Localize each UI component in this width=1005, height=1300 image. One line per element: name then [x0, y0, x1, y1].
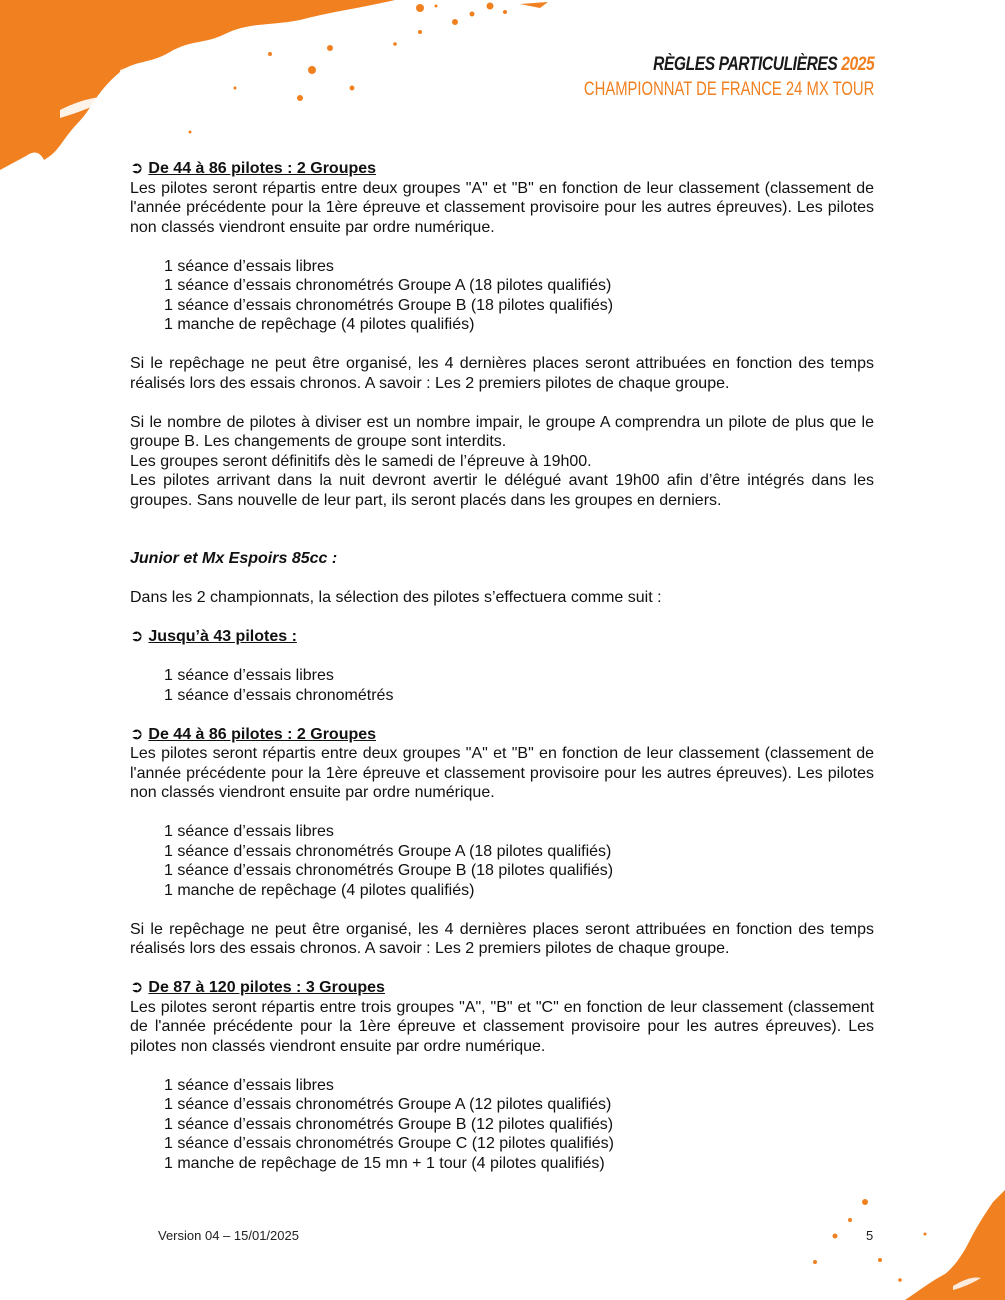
arrow-right-icon: ➲ [130, 160, 144, 177]
section-heading [130, 725, 874, 745]
list-item: 1 manche de repêchage de 15 mn + 1 tour (4 pilotes qualifiés) [164, 1154, 605, 1172]
paragraph: Si le repêchage ne peut être organisé, les 4 dernières places seront attribuées en fonction des temps réalisés lors des essais chronos. A savoir : Les 2 premiers pilotes de chaque groupe. [130, 920, 874, 957]
session-list [130, 666, 874, 705]
section-heading [130, 627, 874, 647]
version-label: Version 04 – 15/01/2025 [158, 1228, 299, 1243]
section-heading-text: Jusqu’à 43 pilotes : [148, 628, 297, 645]
paragraph: Les pilotes seront répartis entre deux groupes "A" et "B" en fonction de leur classement (classement de l'année précédente pour la 1ère épreuve et classement provisoire pour les autres épreuves). Les pilotes non classés viendront ensuite par ordre numérique. [130, 179, 874, 236]
section-heading-text: De 44 à 86 pilotes : 2 Groupes [148, 725, 377, 743]
arrow-right-icon: ➲ [130, 979, 144, 996]
list-item: 1 séance d’essais libres [164, 667, 334, 684]
list-item: 1 séance d’essais chronométrés Groupe A (18 pilotes qualifiés) [164, 277, 612, 294]
document-title [569, 52, 874, 78]
paragraph: Les pilotes seront répartis entre trois groupes "A", "B" et "C" en fonction de leur classement (classement de l'année précédente pour la 1ère épreuve et classement provisoire pour les autres épreuves). Les pilotes non classés viendront ensuite par ordre numérique. [130, 998, 874, 1055]
list-item: 1 séance d’essais chronométrés Groupe A (18 pilotes qualifiés) [164, 842, 612, 860]
list-item: 1 séance d’essais chronométrés Groupe B (12 pilotes qualifiés) [164, 1115, 614, 1133]
category-title: Junior et Mx Espoirs 85cc : [130, 550, 338, 567]
session-list [130, 822, 874, 900]
list-item: 1 séance d’essais chronométrés Groupe B (18 pilotes qualifiés) [164, 862, 614, 879]
title-year: 2025 [840, 54, 874, 75]
list-item: 1 séance d’essais libres [164, 1076, 334, 1094]
orange-splash-decoration [0, 0, 570, 175]
paragraph: Les groupes seront définitifs dès le samedi de l’épreuve à 19h00. [130, 452, 592, 470]
list-item: 1 manche de repêchage (4 pilotes qualifiés) [164, 881, 475, 899]
session-list [130, 257, 874, 335]
list-item: 1 séance d’essais chronométrés Groupe A (12 pilotes qualifiés) [164, 1096, 612, 1113]
document-body [130, 159, 874, 1173]
arrow-right-icon: ➲ [130, 628, 144, 645]
arrow-right-icon: ➲ [130, 725, 144, 743]
list-item: 1 séance d’essais chronométrés Groupe B (18 pilotes qualifiés) [164, 296, 614, 314]
list-item: 1 séance d’essais chronométrés [164, 686, 394, 704]
list-item: 1 séance d’essais libres [164, 823, 334, 840]
section-heading [130, 159, 874, 179]
paragraph: Les pilotes seront répartis entre deux groupes "A" et "B" en fonction de leur classement (classement de l'année précédente pour la 1ère épreuve et classement provisoire pour les autres épreuves). Les pilotes non classés viendront ensuite par ordre numérique. [130, 745, 874, 801]
list-item: 1 séance d’essais chronométrés Groupe C (12 pilotes qualifiés) [164, 1135, 615, 1152]
list-item: 1 séance d’essais libres [164, 257, 334, 275]
title-text: RÈGLES PARTICULIÈRES [652, 54, 838, 75]
section-heading-text: De 44 à 86 pilotes : 2 Groupes [148, 160, 377, 177]
paragraph: Si le repêchage ne peut être organisé, les 4 dernières places seront attribuées en fonction des temps réalisés lors des essais chronos. A savoir : Les 2 premiers pilotes de chaque groupe. [130, 355, 874, 392]
orange-splash-decoration-bottom [805, 1190, 1005, 1300]
section-heading-text: De 87 à 120 pilotes : 3 Groupes [148, 979, 385, 996]
section-heading [130, 978, 874, 998]
document-subtitle: CHAMPIONNAT DE FRANCE 24 MX TOUR [583, 79, 874, 100]
list-item: 1 manche de repêchage (4 pilotes qualifiés) [164, 316, 475, 333]
session-list [130, 1076, 874, 1174]
paragraph: Si le nombre de pilotes à diviser est un nombre impair, le groupe A comprendra un pilote de plus que le groupe B. Les changements de groupe sont interdits. [130, 413, 874, 450]
paragraph: Les pilotes arrivant dans la nuit devront avertir le délégué avant 19h00 afin d’être intégrés dans les groupes. Sans nouvelle de leur part, ils seront placés dans les groupes en derniers. [130, 472, 874, 509]
document-header [502, 52, 874, 102]
page-number: 5 [866, 1228, 874, 1243]
paragraph: Dans les 2 championnats, la sélection des pilotes s’effectuera comme suit : [130, 589, 662, 606]
